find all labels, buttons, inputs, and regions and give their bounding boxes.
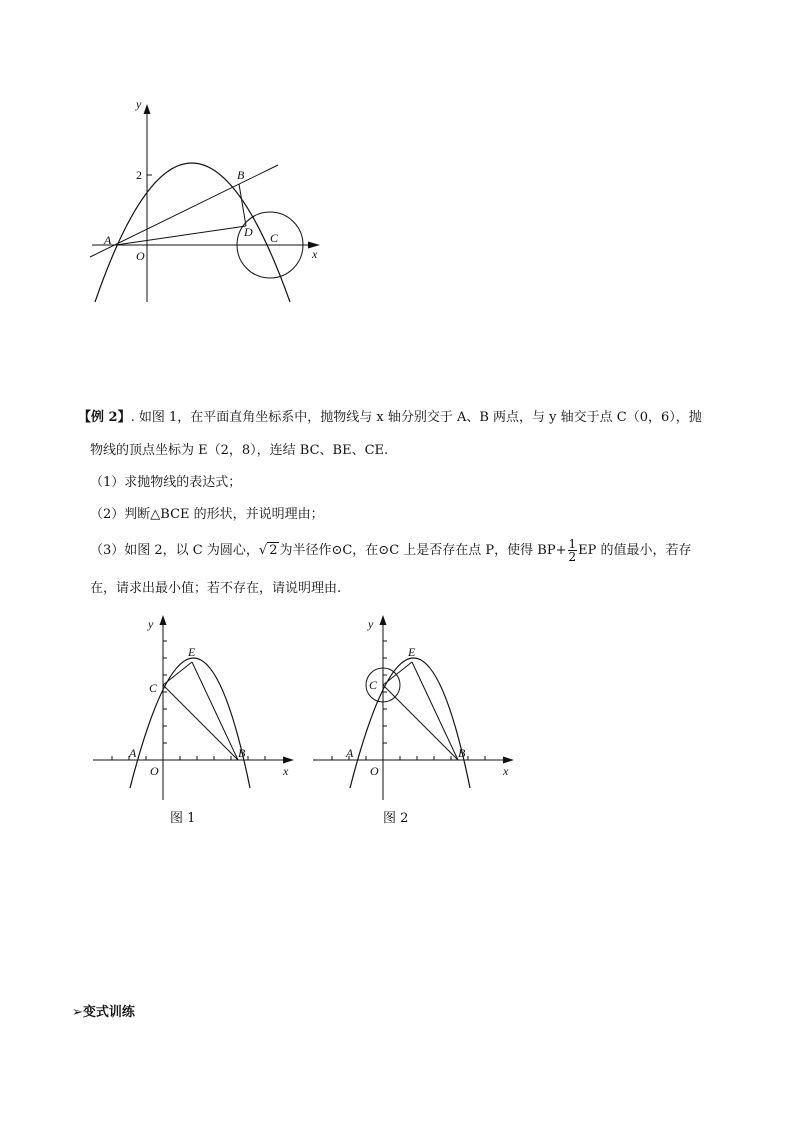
section-heading (72, 1004, 135, 1022)
question-3 (90, 538, 692, 563)
segment-bc (383, 685, 458, 760)
label-x: x (312, 247, 318, 261)
y-ticks (163, 641, 167, 743)
label-o: O (370, 764, 379, 778)
label-b: B (458, 746, 466, 760)
question-1: （1）求抛物线的表达式； (90, 475, 242, 490)
sqrt-radicand: 2 (269, 543, 278, 558)
x-axis-arrow (283, 757, 294, 764)
question-3-part-b: 为半径作⊙C，在⊙C 上是否存在点 P，使得 BP+ (279, 543, 567, 558)
label-b: B (237, 168, 245, 182)
section-title: 变式训练 (82, 1005, 135, 1020)
question-3-part-a: （3）如图 2，以 C 为圆心， (90, 543, 259, 558)
segment-ad (116, 226, 246, 245)
example-line-2: 物线的顶点坐标为 E（2，8），连结 BC、BE、CE. (90, 443, 389, 458)
segment-ce (383, 662, 412, 685)
parabola (130, 658, 250, 788)
label-a: A (346, 746, 354, 760)
x-axis-arrow (503, 757, 514, 764)
label-two: 2 (136, 168, 142, 182)
label-b: B (238, 746, 246, 760)
question-2: （2）判断△BCE 的形状，并说明理由； (90, 507, 324, 522)
segment-ce (163, 662, 192, 685)
arrow-marker-icon: ➢ (72, 1005, 83, 1020)
y-axis-arrow (144, 104, 151, 114)
figure-1 (88, 612, 303, 802)
example-prefix: 【例 2】 (78, 410, 131, 425)
figure-top (80, 90, 340, 310)
label-a: A (129, 746, 137, 760)
figure-2 (308, 612, 523, 802)
fraction-half (568, 538, 578, 563)
y-axis-arrow (160, 615, 167, 625)
sqrt-expression: √ 2 (258, 543, 278, 558)
label-a: A (104, 233, 112, 247)
label-y: y (368, 617, 374, 631)
label-e: E (188, 645, 196, 659)
figure-2-caption: 图 2 (383, 811, 409, 826)
label-c: C (369, 678, 378, 692)
y-ticks (383, 641, 387, 743)
segment-be (412, 662, 458, 760)
segment-bc (163, 685, 238, 760)
label-o: O (150, 764, 159, 778)
example-line-1 (78, 409, 702, 427)
label-o: O (136, 249, 145, 263)
example-stem-1: . 如图 1，在平面直角坐标系中，抛物线与 x 轴分别交于 A、B 两点，与 y 轴交于点 C（0，6），抛 (130, 410, 702, 425)
label-c: C (270, 231, 279, 245)
label-d: D (244, 225, 253, 239)
figure-1-caption: 图 1 (170, 811, 196, 826)
label-y: y (148, 617, 154, 631)
segment-be (192, 662, 238, 760)
question-3-part-c: EP 的值最小，若存 (578, 543, 692, 558)
y-axis-arrow (380, 615, 387, 625)
parabola (95, 163, 290, 302)
label-x: x (283, 764, 289, 778)
label-y: y (136, 97, 142, 111)
label-e: E (408, 645, 416, 659)
fraction-numerator: 1 (568, 537, 577, 551)
fraction-denominator: 2 (568, 550, 577, 564)
label-c: C (149, 681, 158, 695)
question-3-line-2: 在，请求出最小值；若不存在，请说明理由. (90, 581, 342, 596)
label-x: x (503, 764, 509, 778)
